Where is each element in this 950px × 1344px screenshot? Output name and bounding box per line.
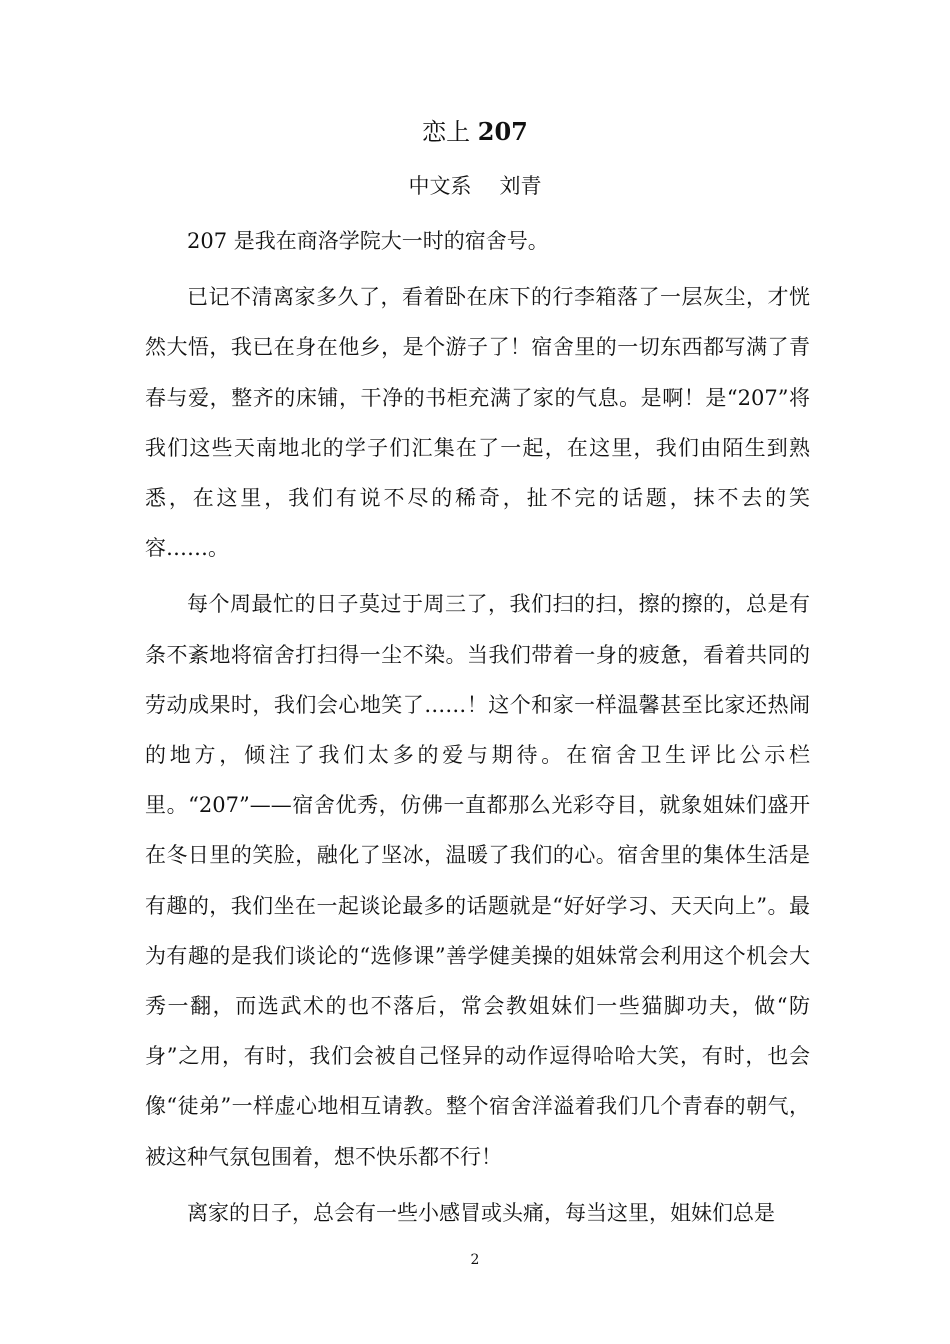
department-name: 中文系 (408, 174, 472, 198)
paragraph: 每个周最忙的日子莫过于周三了，我们扫的扫，擦的擦的，总是有条不紊地将宿舍打扫得一尘不染。当我们带着一身的疲惫，看着共同的劳动成果时，我们会心地笑了……！这个和家一样温馨甚至比家还热闹的地方，倾注了我们太多的爱与期待。在宿舍卫生评比公示栏里。“207”——宿舍优秀，仿佛一直都那么光彩夺目，就象姐妹们盛开在冬日里的笑脸，融化了坚冰，温暖了我们的心。宿舍里的集体生活是有趣的，我们坐在一起谈论最多的话题就是“好好学习、天天向上”。最为有趣的是我们谈论的“选修课”善学健美操的姐妹常会利用这个机会大秀一翻，而选武术的也不落后，常会教姐妹们一些猫脚功夫，做“防身”之用，有时，我们会被自己怪异的动作逗得哈哈大笑，有时，也会像“徒弟”一样虚心地相互请教。整个宿舍洋溢着我们几个青春的朝气，被这种气氛包围着，想不快乐都不行！ (145, 592, 810, 1169)
paragraph: 207 是我在商洛学院大一时的宿舍号。 (187, 229, 549, 253)
title-number: 207 (477, 117, 528, 146)
author-name: 刘青 (499, 174, 542, 198)
paragraph: 已记不清离家多久了，看着卧在床下的行李箱落了一层灰尘，才恍然大悟，我已在身在他乡，是个游子了！宿舍里的一切东西都写满了青春与爱，整齐的床铺，干净的书柜充满了家的气息。是啊！是“207”将我们这些天南地北的学子们汇集在了一起，在这里，我们由陌生到熟悉，在这里，我们有说不尽的稀奇，扯不完的话题，抹不去的笑容……。 (145, 285, 810, 561)
paragraph: 离家的日子，总会有一些小感冒或头痛，每当这里，姐妹们总是 (187, 1200, 775, 1225)
title-prefix: 恋上 (422, 118, 471, 146)
article-body (145, 216, 810, 1238)
article-title (0, 112, 950, 152)
byline (0, 166, 950, 206)
page-number: 2 (470, 1252, 480, 1268)
